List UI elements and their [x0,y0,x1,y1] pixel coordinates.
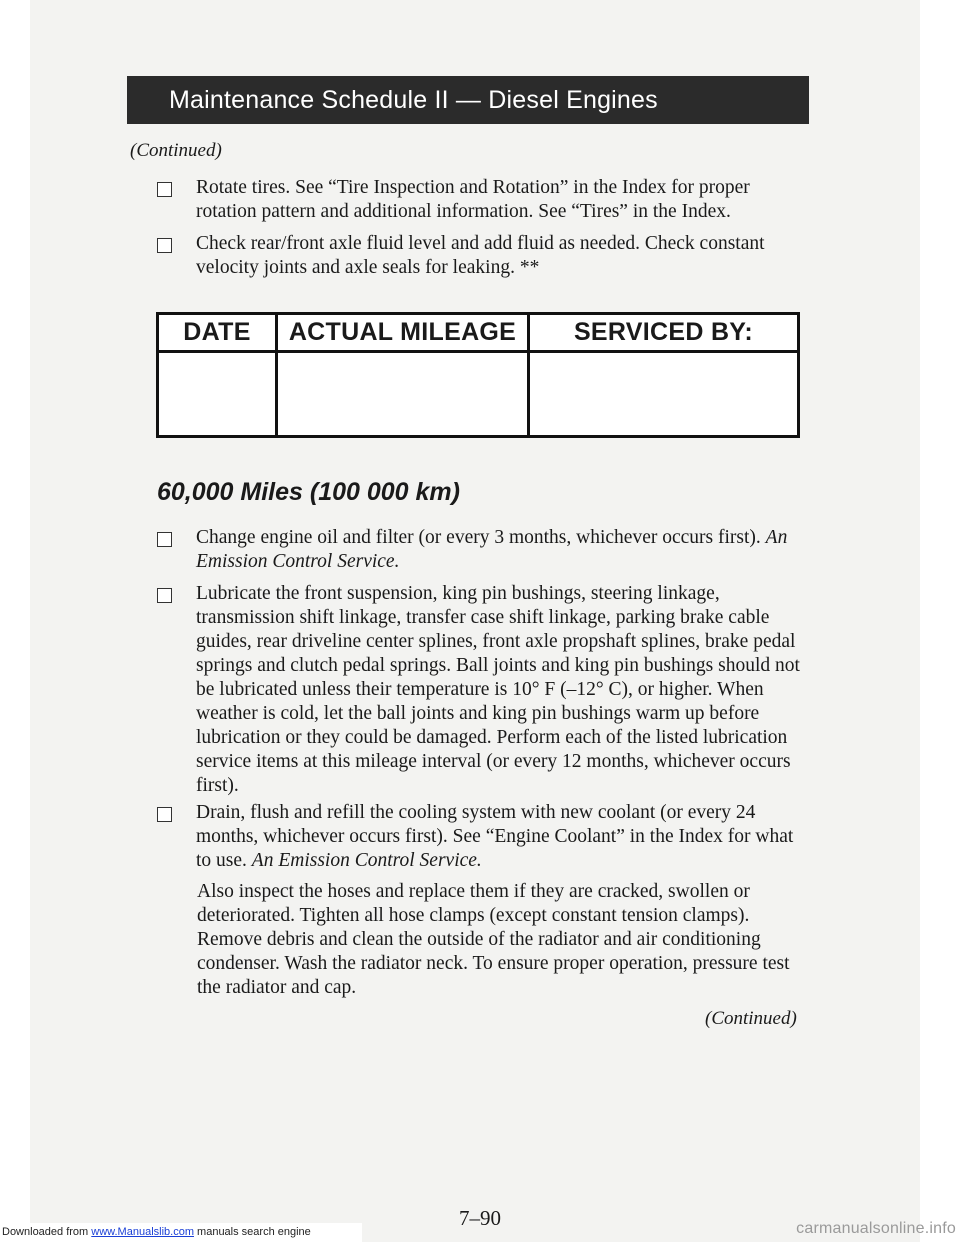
checklist-item-text [196,801,807,873]
checkbox-icon [157,807,172,822]
checkbox-icon [157,238,172,253]
continued-label-bottom: (Continued) [705,1008,797,1029]
checklist-item [157,176,807,224]
table-header-mileage: ACTUAL MILEAGE [278,315,530,353]
checkbox-icon [157,532,172,547]
checklist-item [157,232,807,280]
checklist-item [157,801,807,873]
footer-suffix: manuals search engine [193,1226,311,1238]
checklist-item-text: Rotate tires. See “Tire Inspection and Rotation” in the Index for proper rotation pattern and additional information. See “Tires” in the Index. [196,177,750,222]
item-emphasis-text: An Emission Control Service. [251,850,482,871]
checklist-item [157,526,807,574]
page-number: 7–90 [459,1206,501,1230]
page-title: Maintenance Schedule II — Diesel Engines [169,85,658,114]
checklist-item-text: Check rear/front axle fluid level and add fluid as needed. Check constant velocity joints and axle seals for leaking. ** [196,233,765,278]
section-title: 60,000 Miles (100 000 km) [157,478,460,506]
download-footer [0,1223,362,1242]
item-emphasis-text: An Emission Control Service. [196,527,788,572]
watermark-text: carmanualsonline.info [796,1220,956,1237]
date-entry-cell[interactable] [159,353,278,435]
mileage-entry-cell[interactable] [278,353,530,435]
serviced-by-entry-cell[interactable] [530,353,797,435]
table-header-date: DATE [159,315,278,353]
footer-prefix: Downloaded from [2,1226,92,1238]
checklist-item-text [196,526,807,574]
item-body-text: Drain, flush and refill the cooling system with new coolant (or every 24 months, whichever occurs first). See “Engine Coolant” in the Index for what to use. [196,802,794,871]
body-paragraph: Also inspect the hoses and replace them if they are cracked, swollen or deteriorated. Tighten all hose clamps (except constant tension clamps). Remove debris and clean the outside of the radiator and air conditioning condenser. Wash the radiator neck. To ensure proper operation, pressure test the radiator and cap. [197,881,790,998]
table-header-serviced-by: SERVICED BY: [530,315,797,353]
checkbox-icon [157,182,172,197]
checklist-item [157,582,807,798]
checklist-item-text: Lubricate the front suspension, king pin bushings, steering linkage, transmission shift linkage, transfer case shift linkage, parking brake cable guides, rear driveline center splines, front axle propshaft splines, brake pedal springs and clutch pedal springs. Ball joints and king pin bushings should not be lubricated unless their temperature is 10° F (–12° C), or higher. When weather is cold, let the ball joints and king pin bushings warm up before lubrication or they could be damaged. Perform each of the listed lubrication service items at this mileage interval (or every 12 months, whichever occurs first). [196,583,800,796]
section-header-bar [127,76,809,124]
manualslib-link[interactable]: www.Manualslib.com [91,1226,194,1238]
continued-label-top: (Continued) [130,140,222,161]
checkbox-icon [157,588,172,603]
item-body-text: Change engine oil and filter (or every 3 months, whichever occurs first). [196,527,766,548]
service-record-table [156,312,800,438]
